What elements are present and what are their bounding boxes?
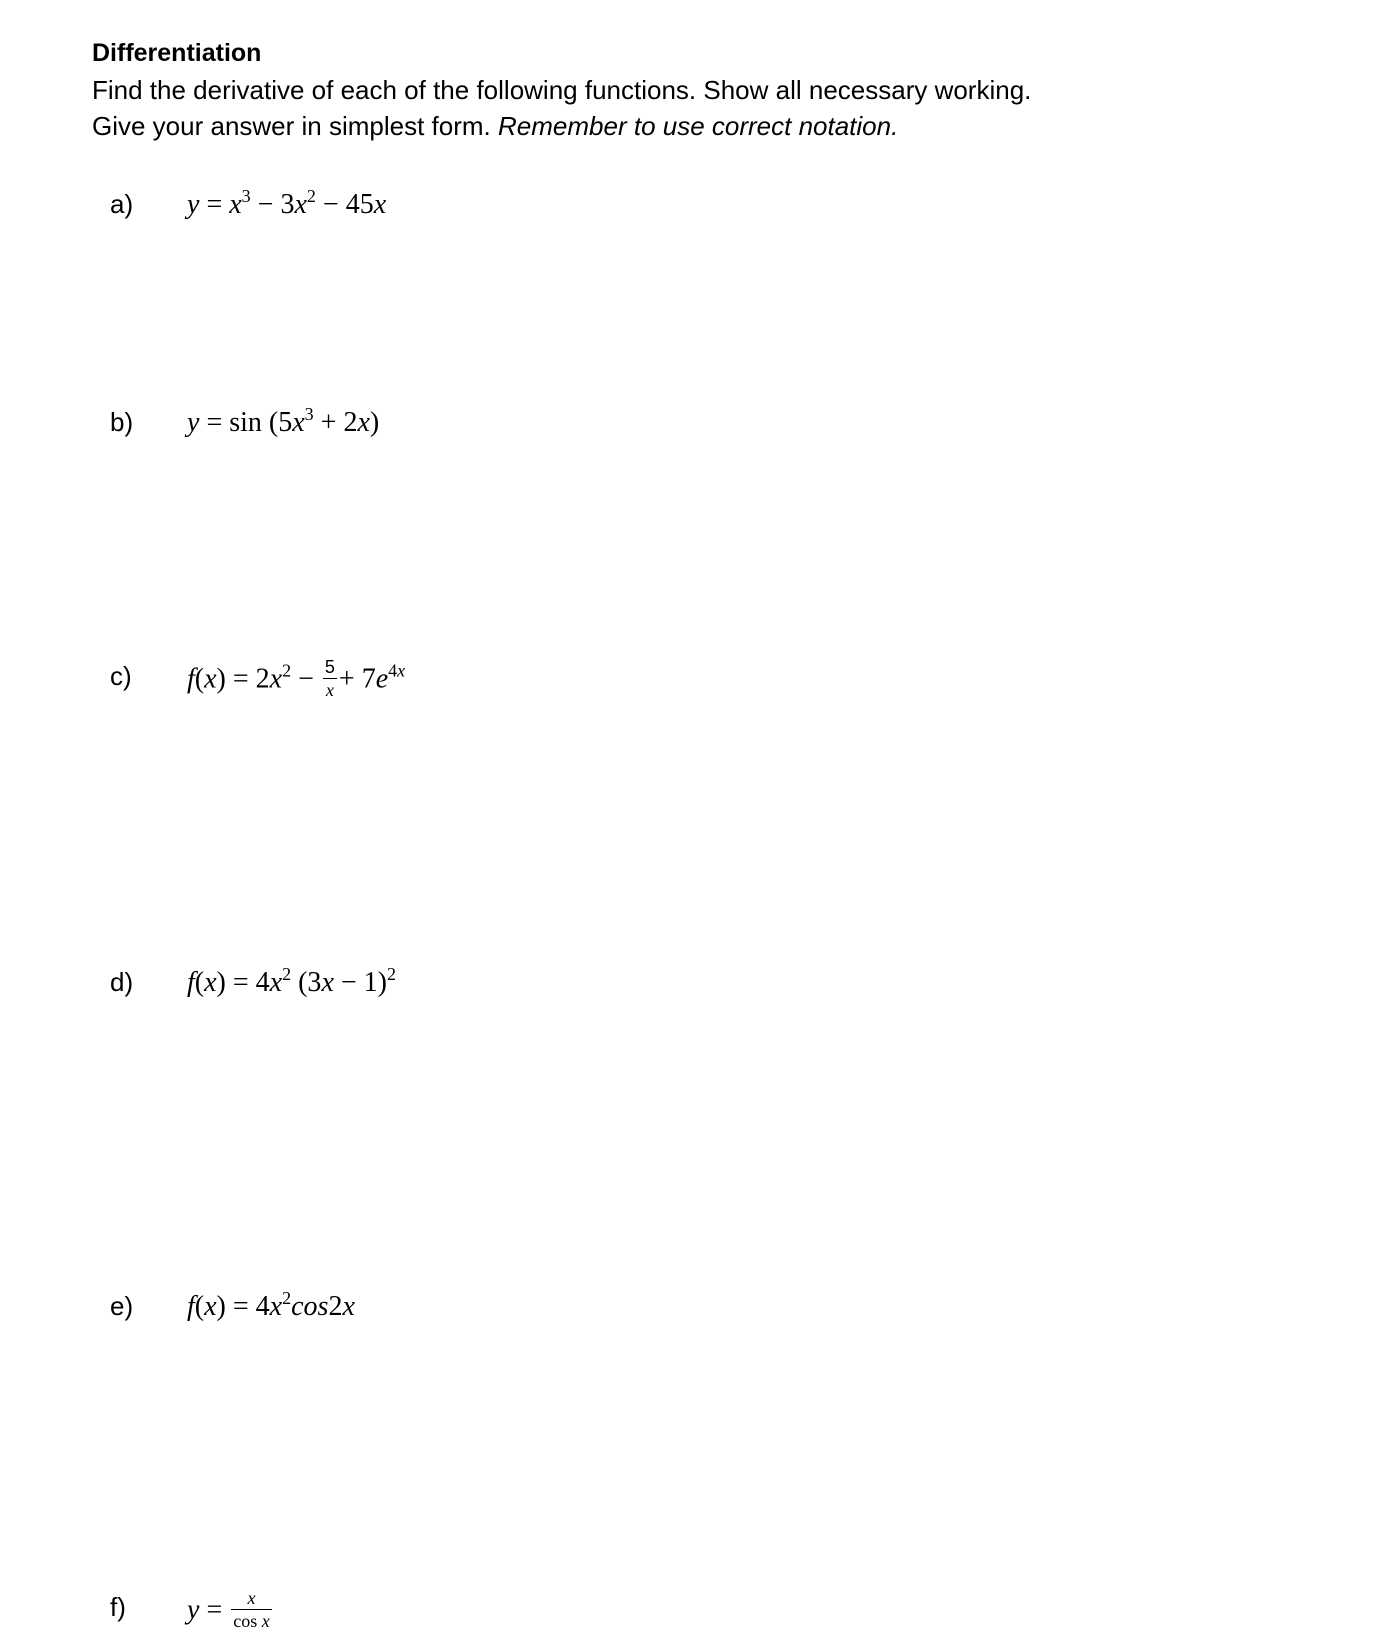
page-title: Differentiation xyxy=(92,39,262,67)
question-e-expression: $f(x) = 4x^2\cos 2x$ xyxy=(187,1288,355,1322)
instruction-line-2 xyxy=(92,110,898,142)
question-d-label: d) xyxy=(110,967,134,997)
question-c-expression: $f(x) = 2x^2$ − $\frac{5}{x}$ + $7e^{4x}$ xyxy=(187,657,406,700)
question-c-label: c) xyxy=(110,661,132,691)
instruction-plain: Give your answer in simplest form. xyxy=(92,111,491,141)
question-d-expression: $f(x) = 4x^2$ $(3x - 1)^2$ xyxy=(187,964,396,998)
question-f-label: f) xyxy=(110,1592,126,1622)
question-f-expression: y = $\frac{x}{\text{cos x}}$ xyxy=(187,1588,270,1631)
instruction-line-1: Find the derivative of each of the following functions. Show all necessary working. xyxy=(92,75,1032,105)
question-b-label: b) xyxy=(110,407,134,437)
fraction-x-over-cosx: $\frac{x}{\text{cos x}}$ xyxy=(233,1588,270,1631)
instruction-italic: Remember to use correct notation. xyxy=(498,111,899,141)
fraction-5-over-x: $\frac{5}{x}$ xyxy=(324,657,335,700)
question-a-expression: $y = x^3 - 3x^2 - 45x$ xyxy=(187,186,387,220)
question-e-label: e) xyxy=(110,1291,134,1321)
question-b-expression: $y = \sin (5x^3 + 2x)$ xyxy=(187,404,380,438)
question-a-label: a) xyxy=(110,189,134,219)
